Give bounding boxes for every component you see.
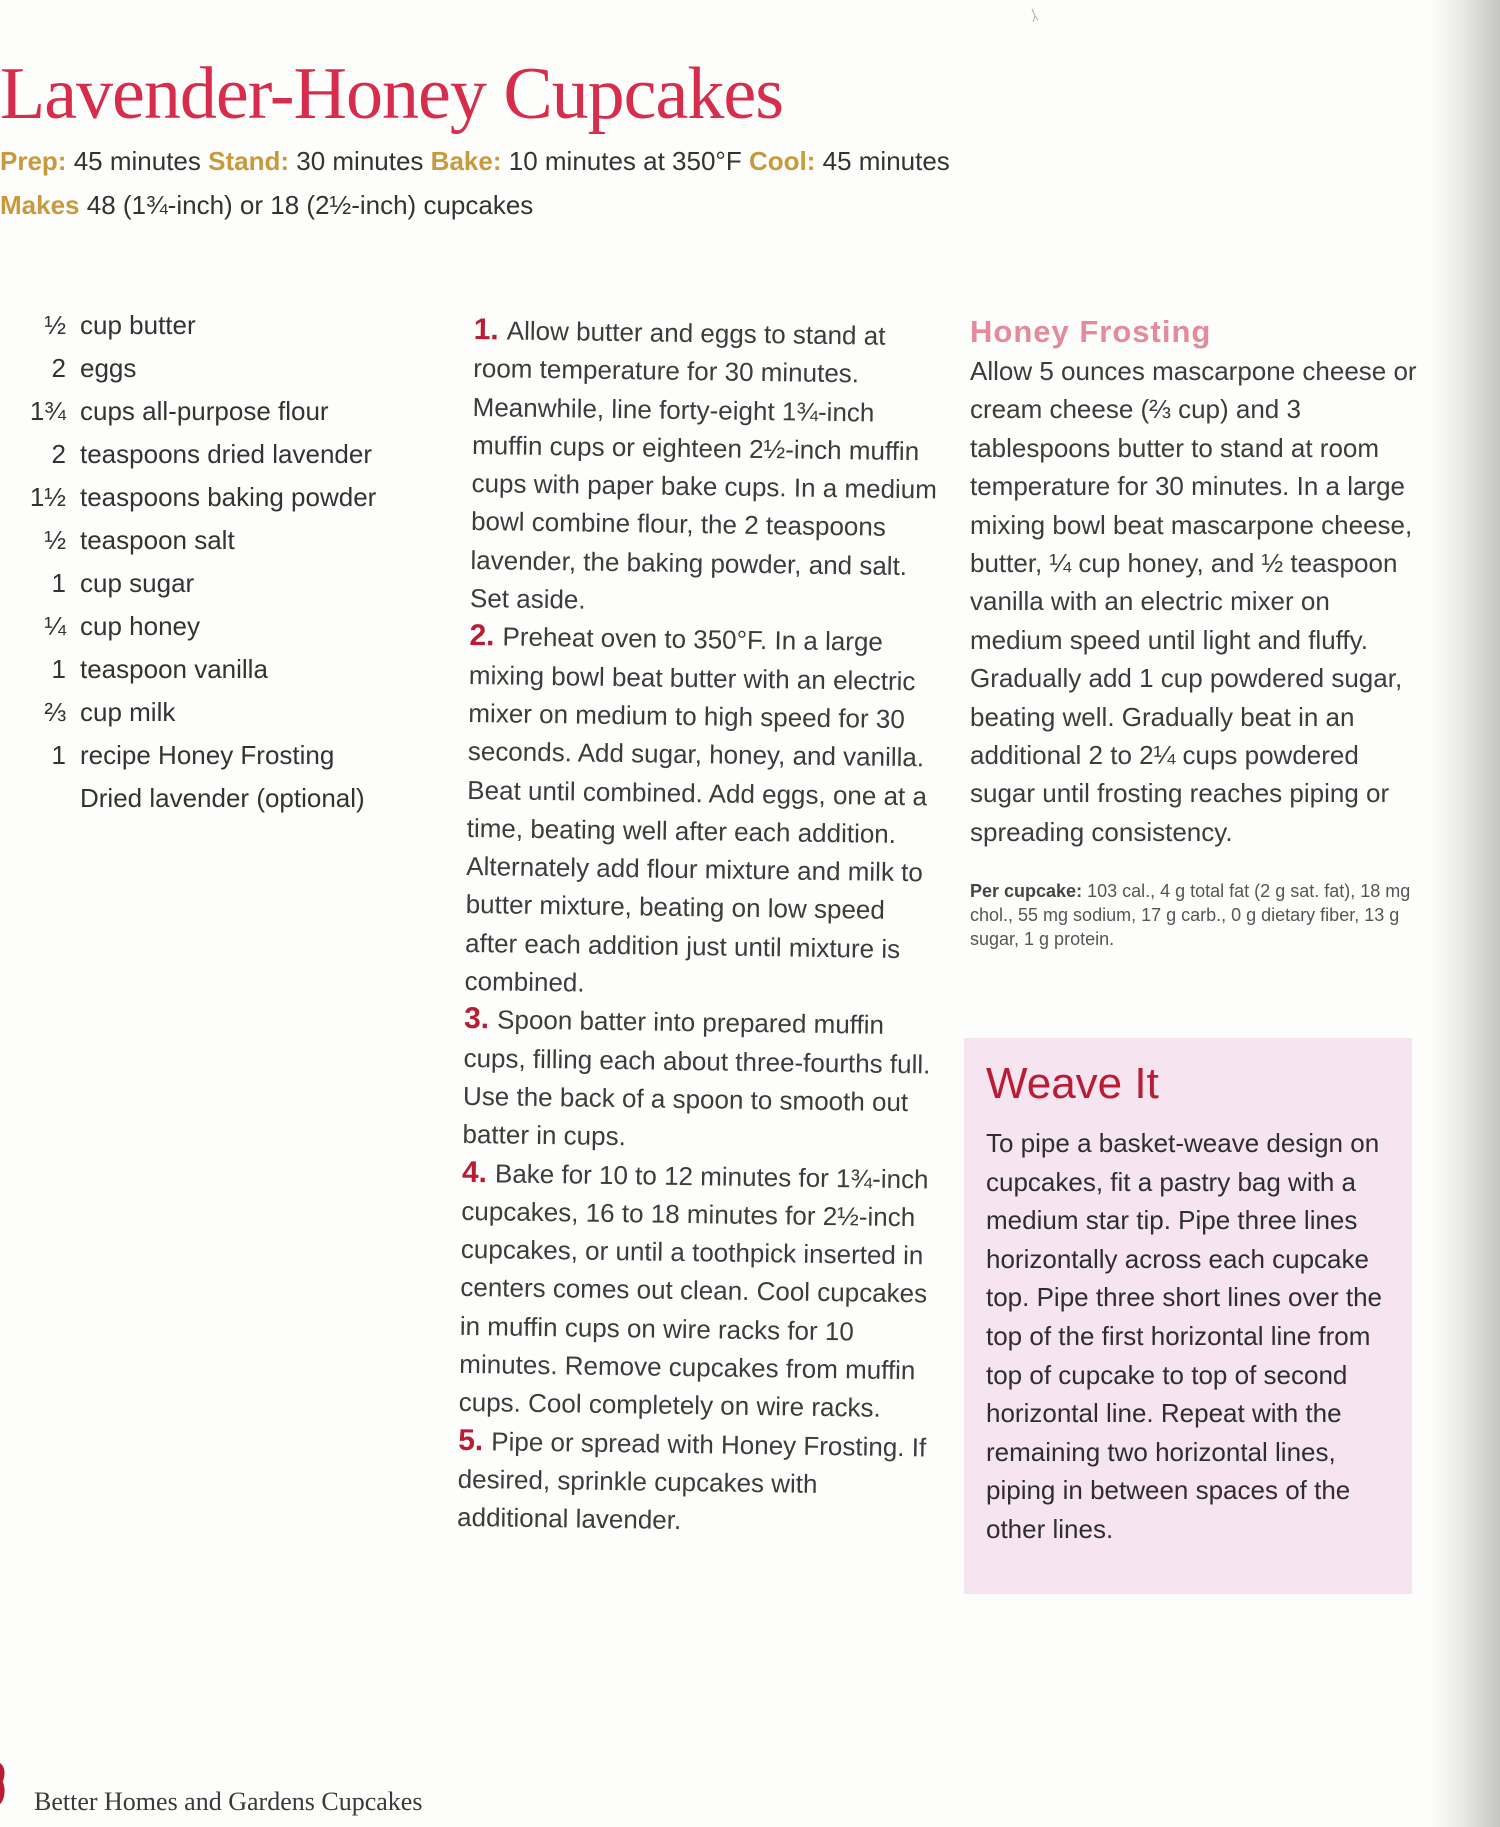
ingredient-qty: ¼: [44, 611, 66, 641]
frosting-column: [970, 312, 1420, 951]
ingredient-qty: [14, 777, 80, 820]
direction-step: [470, 311, 944, 624]
direction-step: [464, 617, 939, 1006]
ingredient-name: cup sugar: [80, 568, 195, 598]
step-number: 1.: [473, 312, 500, 347]
bake-label: Bake:: [430, 146, 502, 176]
step-number: 2.: [469, 619, 495, 653]
direction-step: [457, 1422, 929, 1543]
page-gutter-shadow: [1430, 0, 1500, 1827]
nutrition-label: Per cupcake:: [970, 881, 1083, 902]
recipe-title: Lavender-Honey Cupcakes: [0, 53, 784, 135]
ingredient-item: [14, 476, 414, 519]
makes-label: Makes: [0, 190, 80, 220]
ingredient-qty: 1: [51, 740, 66, 770]
step-text: Bake for 10 to 12 minutes for 1¾-inch cupcakes, 16 to 18 minutes for 2½-inch cupcakes, or until a toothpick inserted in centers comes out clean. Cool cupcakes in muffin cups on wire racks for 10 minutes. Remove cupcakes from muffin cups. Cool completely on wire racks.: [458, 1157, 929, 1424]
ingredient-name: cups all-purpose flour: [80, 396, 329, 426]
nutrition-info: [970, 879, 1420, 951]
step-text: Pipe or spread with Honey Frosting. If desired, sprinkle cupcakes with additional lavender.: [456, 1425, 927, 1536]
ingredient-name: teaspoon vanilla: [80, 654, 268, 684]
ingredient-name: cup milk: [80, 697, 176, 727]
ingredient-name: cup honey: [80, 611, 200, 641]
frosting-title: Honey Frosting: [970, 314, 1212, 349]
step-text: Spoon batter into prepared muffin cups, filling each about three-fourths full. Use the back of a spoon to smooth out batter in cups.: [462, 1004, 931, 1152]
ingredient-qty: 1: [51, 568, 66, 598]
ingredient-name: teaspoons baking powder: [80, 482, 377, 512]
ingredient-item: [14, 390, 414, 433]
ingredient-item: [14, 433, 414, 476]
frosting-instructions: Allow 5 ounces mascarpone cheese or cream cheese (⅔ cup) and 3 tablespoons butter to stand at room temperature for 30 minutes. In a large mixing bowl beat mascarpone cheese, butter, ¼ cup honey, and ½ teaspoon vanilla with an electric mixer on medium speed until light and fluffy. Gradually add 1 cup powdered sugar, beating well. Gradually beat in an additional 2 to 2¼ cups powdered sugar until frosting reaches piping or spreading consistency.: [970, 356, 1417, 847]
makes-value: 48 (1¾-inch) or 18 (2½-inch) cupcakes: [86, 190, 534, 220]
ingredient-name: eggs: [80, 353, 137, 383]
ingredient-item: [14, 605, 414, 648]
ingredient-qty: 2: [51, 439, 66, 469]
ingredient-name: Dried lavender (optional): [80, 783, 365, 813]
direction-step: [462, 1000, 934, 1160]
cool-label: Cool:: [748, 146, 816, 176]
directions-column: [457, 311, 944, 1543]
sidebar-title: Weave It: [986, 1059, 1159, 1108]
direction-step: [458, 1153, 932, 1428]
ingredient-name: teaspoons dried lavender: [80, 439, 372, 469]
book-title-footer: Better Homes and Gardens Cupcakes: [34, 1787, 423, 1816]
ingredient-qty: ½: [44, 310, 66, 340]
ingredient-item: [14, 562, 414, 605]
ingredient-name: teaspoon salt: [80, 525, 235, 555]
step-number: 5.: [458, 1423, 484, 1457]
ingredient-item: [14, 519, 414, 562]
sidebar-body: To pipe a basket-weave design on cupcakes, fit a pastry bag with a medium star tip. Pipe three lines horizontally across each cupcake top. Pipe three short lines over the top of the first horizontal line from top of cupcake to top of second horizontal line. Repeat with the remaining two horizontal lines, piping in between spaces of the other lines.: [986, 1128, 1383, 1544]
step-number: 3.: [463, 1002, 490, 1036]
ingredient-item: [14, 304, 414, 347]
recipe-times: [0, 146, 950, 177]
ingredient-qty: 2: [51, 353, 66, 383]
prep-label: Prep:: [0, 146, 67, 176]
page-number-fragment: [0, 1760, 6, 1808]
ingredient-qty: 1¾: [29, 396, 66, 426]
stand-value: 30 minutes: [296, 146, 424, 176]
ingredient-list: [14, 304, 414, 820]
step-text: Allow butter and eggs to stand at room temperature for 30 minutes. Meanwhile, line forty-eight 1¾-inch muffin cups or eighteen 2½-inch muffin cups with paper bake cups. In a medium bowl combine flour, the 2 teaspoons lavender, the baking powder, and salt. Set aside.: [469, 315, 938, 615]
ingredient-qty: ½: [44, 525, 66, 555]
ingredient-qty: 1: [51, 654, 66, 684]
step-number: 4.: [461, 1155, 488, 1189]
ingredient-item: [14, 347, 414, 390]
prep-value: 45 minutes: [73, 146, 201, 176]
recipe-yield: [0, 190, 533, 221]
paper-speck-mark: [1030, 8, 1040, 24]
ingredient-name: cup butter: [80, 310, 196, 340]
step-text: Preheat oven to 350°F. In a large mixing bowl beat butter with an electric mixer on medium to high speed for 30 seconds. Add sugar, honey, and vanilla. Beat until combined. Add eggs, one at a time, beating well after each addition. Alternately add flour mixture and milk to butter mixture, beating on low speed after each addition just until mixture is combined.: [464, 621, 928, 998]
cool-value: 45 minutes: [822, 146, 950, 176]
ingredient-name: recipe Honey Frosting: [80, 740, 335, 770]
ingredient-item: [14, 691, 414, 734]
stand-label: Stand:: [208, 146, 290, 176]
ingredient-item: [14, 648, 414, 691]
ingredient-qty: ⅔: [44, 697, 66, 727]
ingredient-item: [14, 734, 414, 777]
weave-it-sidebar: [964, 1038, 1412, 1594]
nutrition-text: 103 cal., 4 g total fat (2 g sat. fat), 18 mg chol., 55 mg sodium, 17 g carb., 0 g dietary fiber, 13 g sugar, 1 g protein.: [970, 881, 1411, 950]
ingredient-qty: 1½: [29, 482, 66, 512]
bake-value: 10 minutes at 350°F: [508, 146, 742, 176]
ingredient-item: [14, 777, 414, 820]
